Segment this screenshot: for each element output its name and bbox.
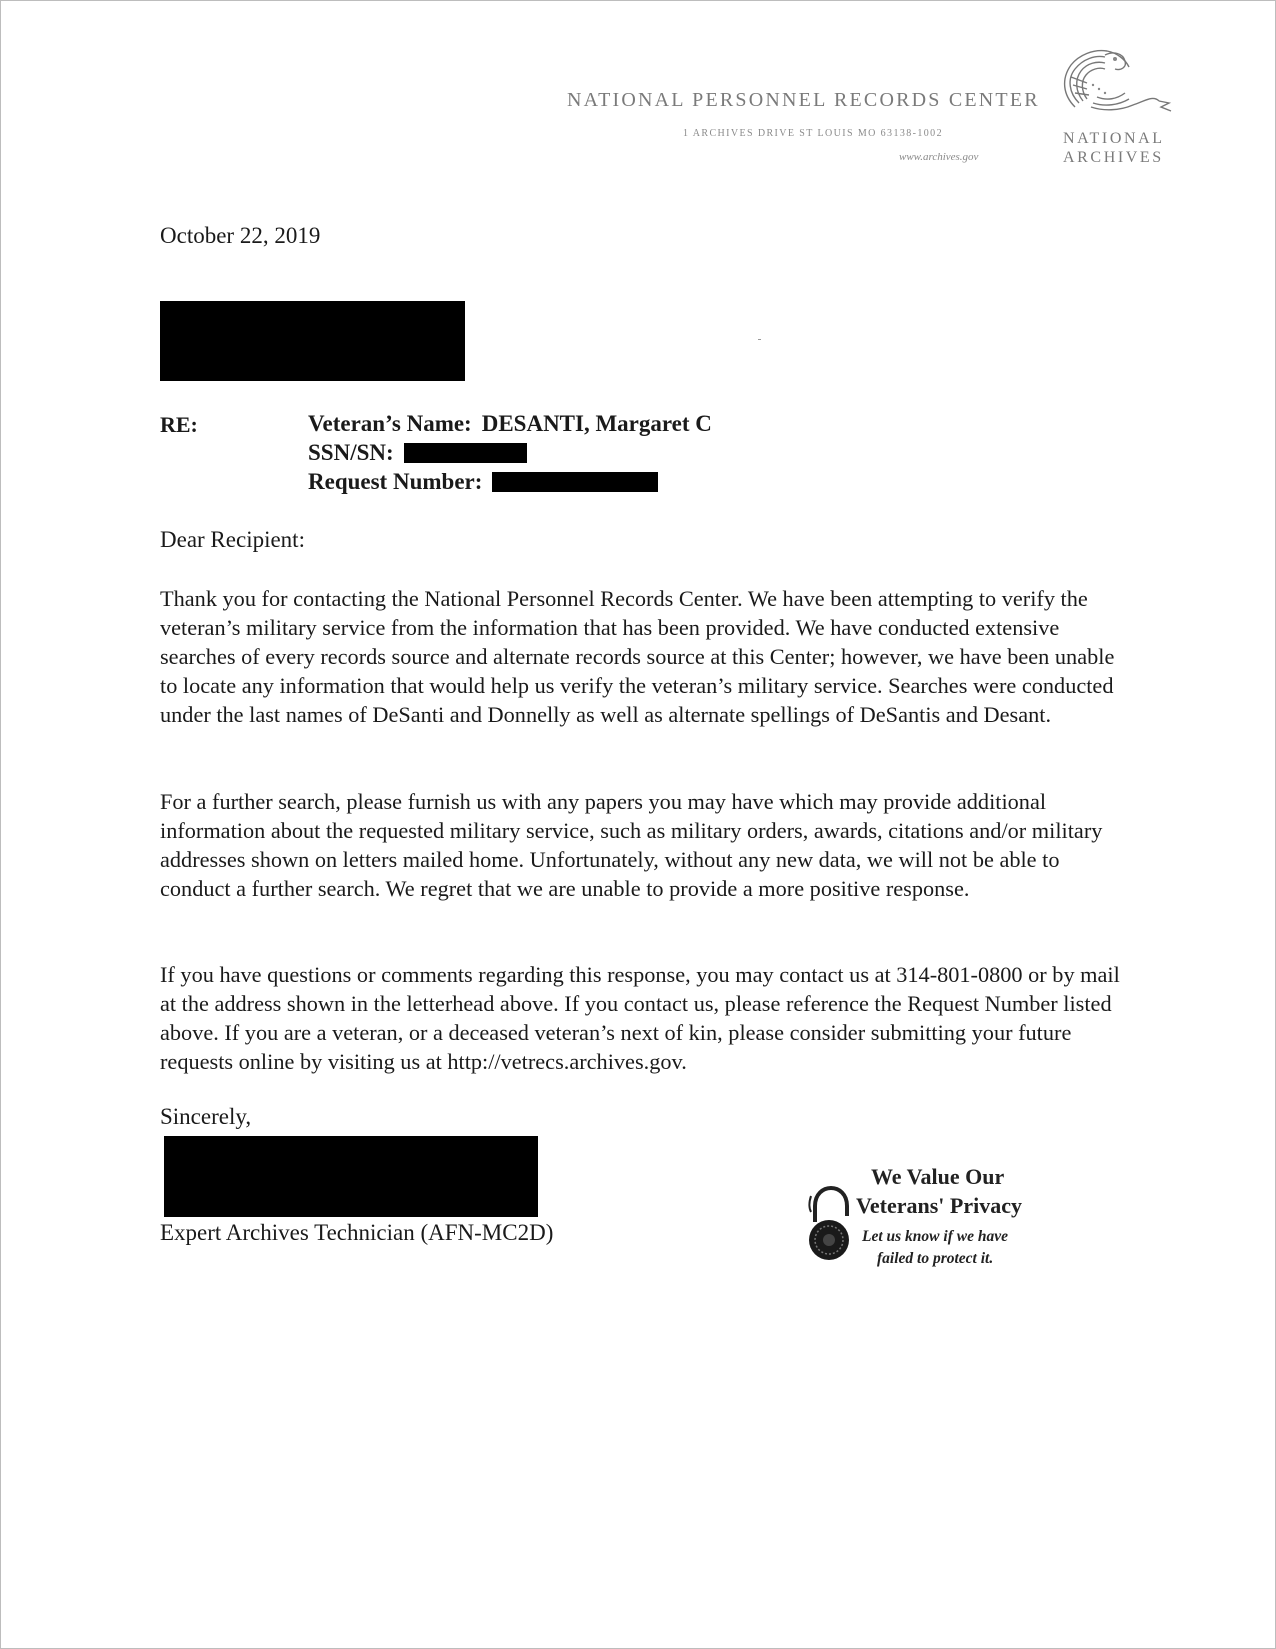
privacy-sub-line-1: Let us know if we have: [862, 1228, 1008, 1245]
veteran-name-line: [308, 409, 712, 438]
veteran-name-label: Veteran’s Name:: [308, 411, 472, 436]
privacy-sub-line-2: failed to protect it.: [877, 1250, 994, 1267]
national-archives-eagle-icon: [1053, 45, 1183, 130]
redacted-ssn: [404, 443, 527, 463]
redacted-recipient-address: [160, 301, 465, 381]
signer-title: Expert Archives Technician (AFN-MC2D): [160, 1220, 554, 1245]
privacy-seal: [801, 1160, 1061, 1270]
wordmark-line-2: ARCHIVES: [1063, 149, 1164, 166]
re-block: [308, 409, 712, 496]
privacy-heading-line-1: We Value Our: [871, 1164, 1005, 1189]
letterhead-address: 1 ARCHIVES DRIVE ST LOUIS MO 63138-1002: [683, 128, 943, 139]
body-paragraph-1: Thank you for contacting the National Personnel Records Center. We have been attempting to verify the veteran’s military service from the information that has been provided. We have conducted extensive searches of every records source and alternate records source at this Center; however, we have been unable to locate any information that would help us verify the veteran’s military service. Searches were conducted under the last names of DeSanti and Donnelly as well as alternate spellings of DeSantis and Desant.: [160, 586, 1115, 727]
body-paragraph-2: For a further search, please furnish us with any papers you may have which may provide additional information about the requested military service, such as military orders, awards, citations and/or military addresses shown on letters mailed home. Unfortunately, without any new data, we will not be able to conduct a further search. We regret that we are unable to provide a more positive response.: [160, 789, 1103, 901]
letterhead-website: www.archives.gov: [899, 151, 979, 163]
wordmark-line-1: NATIONAL: [1063, 130, 1165, 147]
ssn-line: [308, 438, 712, 467]
request-number-line: [308, 467, 712, 496]
privacy-heading-line-2: Veterans' Privacy: [856, 1193, 1022, 1218]
closing: Sincerely,: [160, 1104, 252, 1129]
body-paragraph-3: If you have questions or comments regarding this response, you may contact us at 314-801-0800 or by mail at the address shown in the letterhead above. If you contact us, please reference the Request Number listed above. If you are a veteran, or a deceased veteran’s next of kin, please consider submitting your future requests online by visiting us at http://vetrecs.archives.gov.: [160, 962, 1120, 1074]
national-archives-wordmark: [1063, 129, 1181, 167]
request-number-label: Request Number:: [308, 469, 483, 494]
ssn-label: SSN/SN:: [308, 440, 394, 465]
redacted-request-number: [492, 472, 658, 492]
letter-date: October 22, 2019: [160, 223, 321, 248]
salutation: Dear Recipient:: [160, 527, 305, 552]
veteran-name-value: DESANTI, Margaret C: [481, 411, 712, 436]
re-label: RE:: [160, 412, 198, 437]
letterhead-org-name: NATIONAL PERSONNEL RECORDS CENTER: [567, 89, 1040, 111]
padlock-icon: [801, 1182, 861, 1272]
redacted-signature: [164, 1136, 538, 1217]
scan-speck: [758, 339, 761, 340]
